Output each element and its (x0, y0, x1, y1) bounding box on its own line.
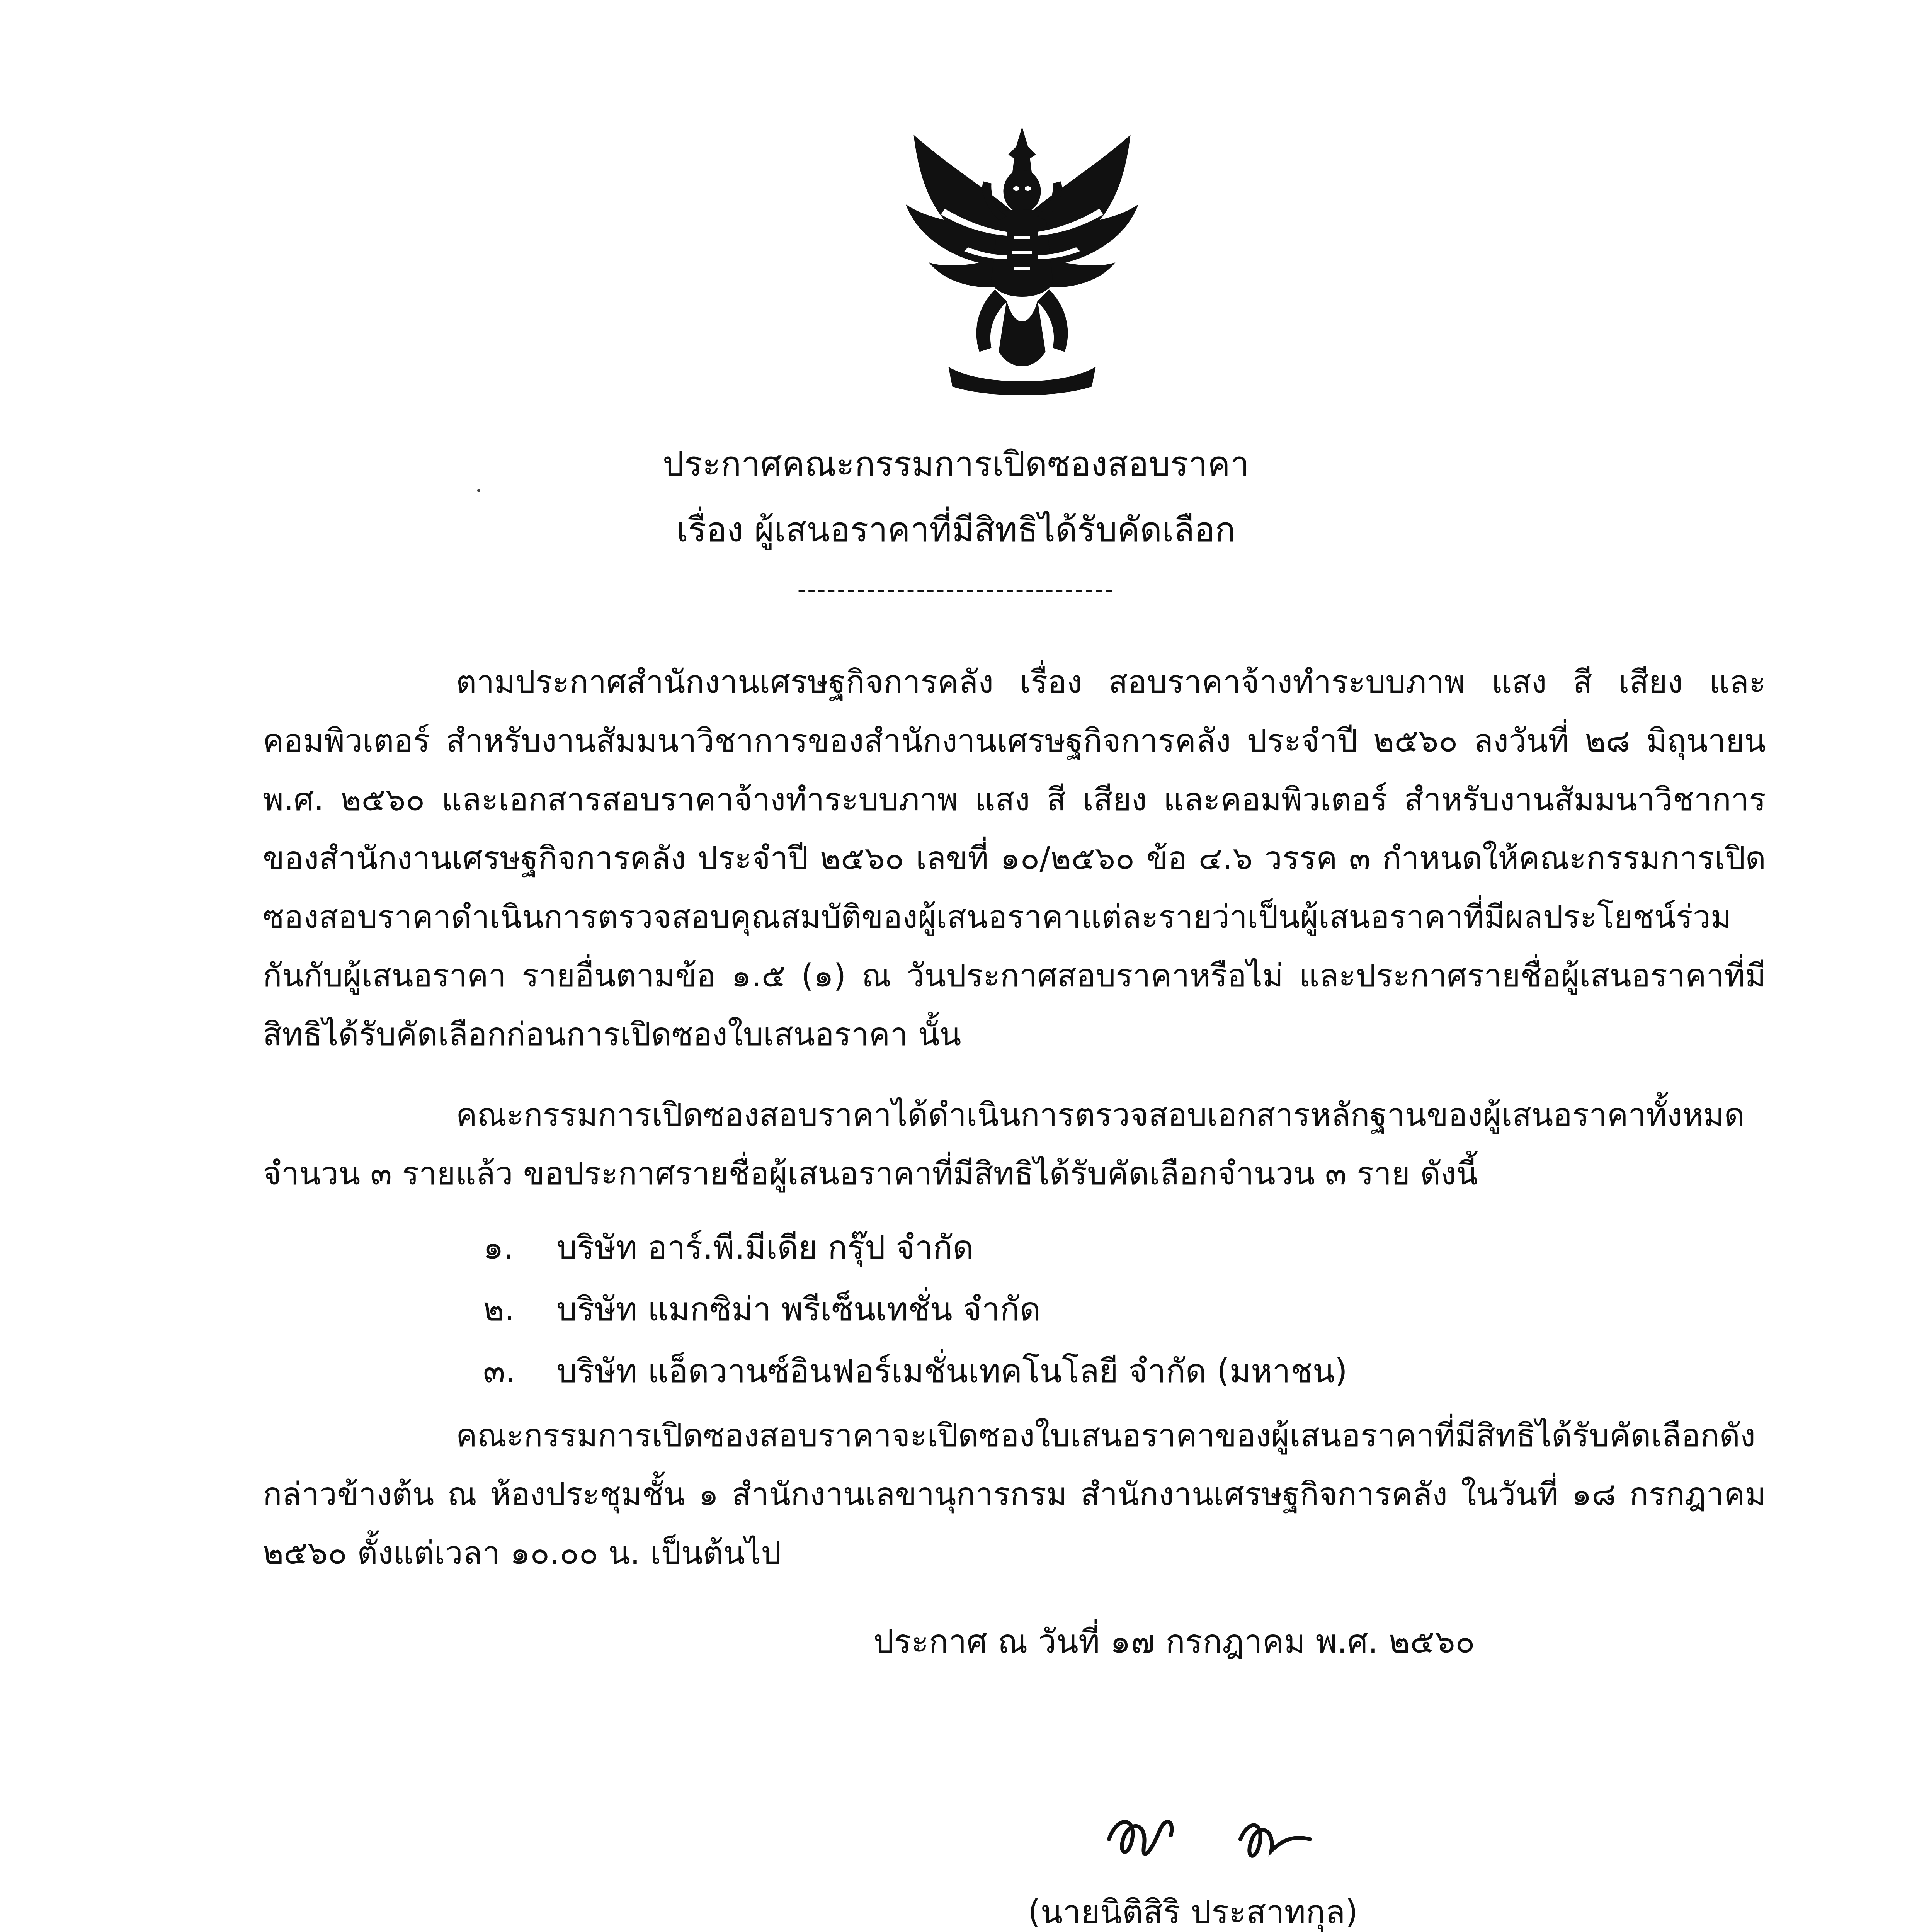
bidder-list-item: ๓. บริษัท แอ็ดวานซ์อินฟอร์เมชั่นเทคโนโลยี จำกัด (มหาชน) (483, 1352, 1347, 1390)
garuda-emblem-icon (891, 120, 1153, 402)
announcement-subject: เรื่อง ผู้เสนอราคาที่มีสิทธิได้รับคัดเลือก (676, 510, 1236, 549)
announcement-date: ประกาศ ณ วันที่ ๑๗ กรกฎาคม พ.ศ. ๒๕๖๐ (873, 1622, 1475, 1660)
handwritten-signature (1101, 1793, 1341, 1886)
signatory-name: (นายนิติสิริ ประสาทกุล) (1028, 1893, 1358, 1931)
title-divider: -------------------------------- (797, 576, 1115, 603)
bidder-list-item: ๒. บริษัท แมกซิม่า พรีเซ็นเทชั่น จำกัด (483, 1290, 1041, 1328)
bidder-list-item: ๑. บริษัท อาร์.พี.มีเดีย กรุ๊ป จำกัด (483, 1228, 974, 1266)
scan-speck (477, 489, 480, 492)
body-paragraph-2: คณะกรรมการเปิดซองสอบราคาได้ดำเนินการตรวจสอบเอกสารหลักฐานของผู้เสนอราคาทั้งหมดจำนวน ๓ รายแล้ว ขอประกาศรายชื่อผู้เสนอราคาที่มีสิทธิได้รับคัดเลือกจำนวน ๓ ราย ดังนี้ (263, 1097, 1745, 1192)
body-paragraph-3: คณะกรรมการเปิดซองสอบราคาจะเปิดซองใบเสนอราคาของผู้เสนอราคาที่มีสิทธิได้รับคัดเลือกดังกล่าวข้างต้น ณ ห้องประชุมชั้น ๑ สำนักงานเลขานุการกรม สำนักงานเศรษฐกิจการคลัง ในวันที่ ๑๘ กรกฎาคม ๒๕๖๐ ตั้งแต่เวลา ๑๐.๐๐ น. เป็นต้นไป (263, 1417, 1766, 1571)
body-paragraph-1: ตามประกาศสำนักงานเศรษฐกิจการคลัง เรื่อง สอบราคาจ้างทำระบบภาพ แสง สี เสียง และคอมพิวเตอร์ สำหรับงานสัมมนาวิชาการของสำนักงานเศรษฐกิจการคลัง ประจำปี ๒๕๖๐ ลงวันที่ ๒๘ มิถุนายน พ.ศ. ๒๕๖๐ และเอกสารสอบราคาจ้างทำระบบภาพ แสง สี เสียง และคอมพิวเตอร์ สำหรับงานสัมมนาวิชาการของสำนักงานเศรษฐกิจการคลัง ประจำปี ๒๕๖๐ เลขที่ ๑๐/๒๕๖๐ ข้อ ๔.๖ วรรค ๓ กำหนดให้คณะกรรมการเปิดซองสอบราคาดำเนินการตรวจสอบคุณสมบัติของผู้เสนอราคาแต่ละรายว่าเป็นผู้เสนอราคาที่มีผลประโยชน์ร่วมกันกับผู้เสนอราคา รายอื่นตามข้อ ๑.๕ (๑) ณ วันประกาศสอบราคาหรือไม่ และประกาศรายชื่อผู้เสนอราคาที่มีสิทธิได้รับคัดเลือกก่อนการเปิดซองใบเสนอราคา นั้น (263, 664, 1766, 1053)
announcement-title: ประกาศคณะกรรมการเปิดซองสอบราคา (662, 444, 1250, 484)
